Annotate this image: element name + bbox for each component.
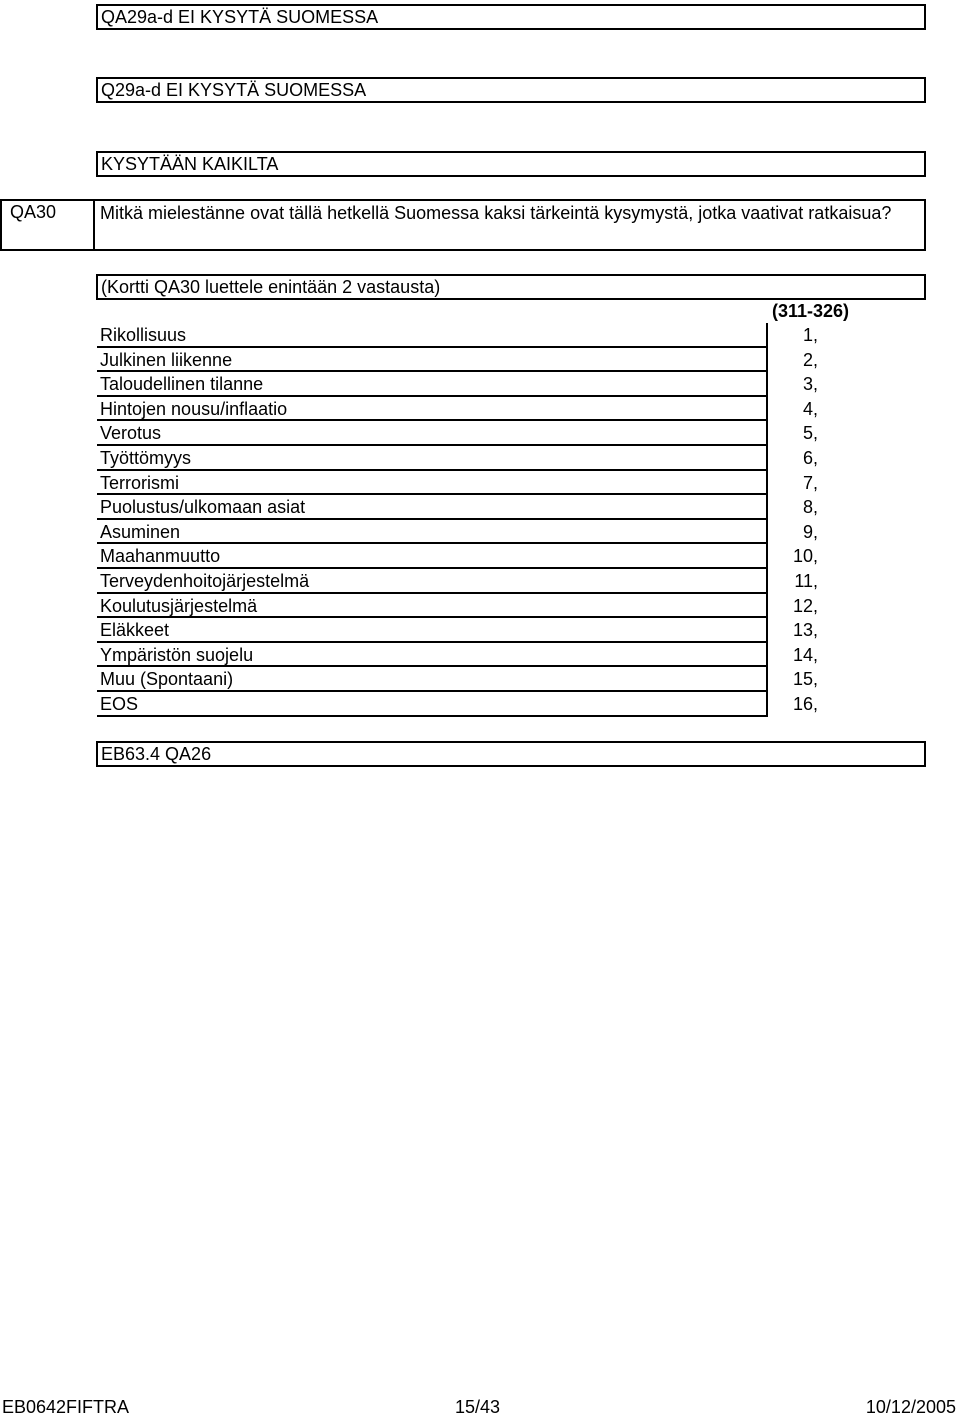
answer-label: EOS	[97, 692, 768, 717]
answer-code: 6,	[802, 448, 818, 468]
answer-code: 16,	[792, 694, 818, 714]
question-text: Mitkä mielestänne ovat tällä hetkellä Suomessa kaksi tärkeintä kysymystä, jotka vaativat ratkaisua?	[100, 203, 892, 223]
answer-row	[0, 643, 960, 668]
answer-label: Julkinen liikenne	[97, 348, 768, 373]
answer-label: Verotus	[97, 421, 768, 446]
reference-text: EB63.4 QA26	[101, 744, 212, 764]
answer-label: Maahanmuutto	[97, 544, 768, 569]
answer-label: Taloudellinen tilanne	[97, 372, 768, 397]
answer-code: 7,	[802, 472, 818, 493]
answer-code: 13,	[792, 620, 818, 641]
answer-label: Terrorismi	[97, 471, 768, 496]
answer-row	[0, 323, 960, 348]
instruction-box	[96, 274, 926, 300]
answer-code: 8,	[802, 497, 818, 518]
footer-date: 10/12/2005	[865, 1397, 956, 1417]
answer-code: 11,	[794, 571, 818, 591]
answer-label: Koulutusjärjestelmä	[97, 594, 768, 619]
answer-code: 12,	[792, 595, 818, 616]
footer-page-number: 15/43	[455, 1397, 501, 1417]
answer-label: Asuminen	[97, 520, 768, 545]
answer-code: 5,	[802, 423, 818, 444]
answer-code: 3,	[802, 374, 818, 395]
header-note-ask-all	[96, 151, 926, 177]
answer-label: Ympäristön suojelu	[97, 643, 768, 668]
answer-code: 10,	[792, 546, 818, 567]
answer-label: Rikollisuus	[97, 323, 768, 348]
answer-row	[0, 544, 960, 569]
answer-row	[0, 520, 960, 545]
answer-row	[0, 446, 960, 471]
answer-code: 2,	[802, 349, 818, 370]
header-note-q29-text: Q29a-d EI KYSYTÄ SUOMESSA	[101, 80, 367, 100]
column-range: (311-326)	[772, 301, 850, 321]
answer-code: 9,	[802, 521, 818, 542]
answer-label: Työttömyys	[97, 446, 768, 471]
reference-box	[96, 741, 926, 767]
answer-label: Eläkkeet	[97, 618, 768, 643]
answer-label: Puolustus/ulkomaan asiat	[97, 495, 768, 520]
footer-doc-id: EB0642FIFTRA	[2, 1397, 130, 1417]
instruction-text: (Kortti QA30 luettele enintään 2 vastausta)	[101, 277, 441, 297]
header-note-qa29-text: QA29a-d EI KYSYTÄ SUOMESSA	[101, 7, 379, 27]
answer-code: 1,	[802, 325, 818, 345]
answer-row	[0, 348, 960, 373]
question-text-box	[95, 199, 926, 251]
answer-row	[0, 594, 960, 619]
answer-row	[0, 692, 960, 717]
answer-row	[0, 471, 960, 496]
question-code	[0, 199, 95, 251]
answer-row	[0, 397, 960, 422]
answer-label: Terveydenhoitojärjestelmä	[97, 569, 768, 594]
answer-code: 4,	[802, 398, 818, 419]
answer-label: Hintojen nousu/inflaatio	[97, 397, 768, 422]
answer-row	[0, 667, 960, 692]
answer-code: 14,	[792, 644, 818, 665]
answer-row	[0, 618, 960, 643]
header-note-qa29	[96, 4, 926, 30]
answer-label: Muu (Spontaani)	[97, 667, 768, 692]
answer-row	[0, 421, 960, 446]
header-note-q29	[96, 77, 926, 103]
answer-row	[0, 495, 960, 520]
answer-row	[0, 569, 960, 594]
question-code-text: QA30	[10, 202, 57, 222]
answer-code: 15,	[792, 669, 818, 690]
header-note-ask-all-text: KYSYTÄÄN KAIKILTA	[101, 154, 279, 174]
answer-row	[0, 372, 960, 397]
